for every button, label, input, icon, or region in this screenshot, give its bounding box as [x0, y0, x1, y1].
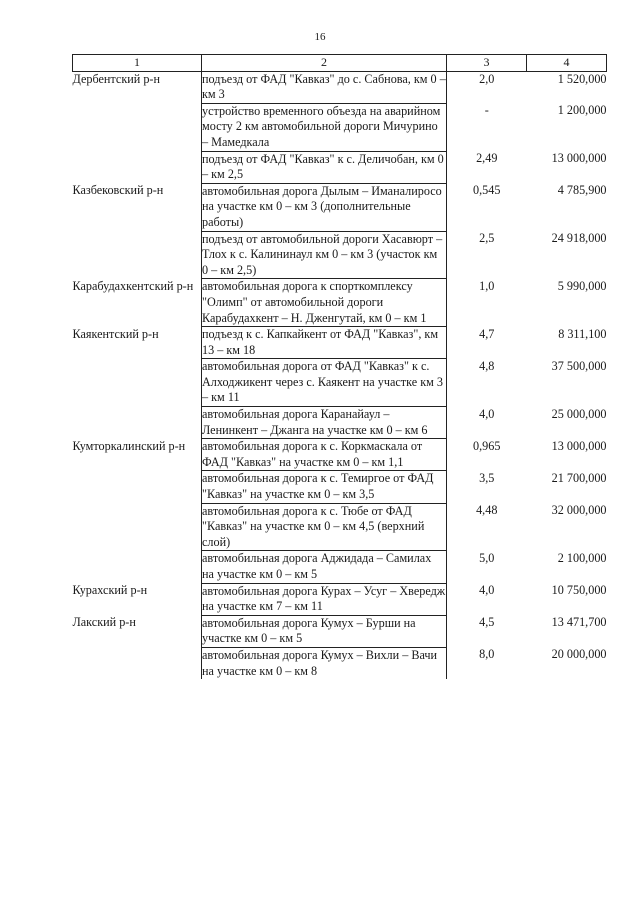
- district-cell: Лакский р-н: [72, 615, 136, 630]
- length-cell: 2,49: [476, 151, 498, 166]
- length-cell: -: [484, 103, 489, 118]
- district-cell: [73, 503, 202, 551]
- table-row: [73, 151, 607, 183]
- cost-cell: 13 471,700: [551, 615, 607, 630]
- cost-cell: 21 700,000: [551, 470, 607, 485]
- cost-cell: 20 000,000: [551, 647, 607, 662]
- district-cell: Дербентский р-н: [72, 71, 161, 86]
- table-row: [73, 647, 607, 679]
- cost-cell: 13 000,000: [551, 151, 607, 166]
- cost-cell: 25 000,000: [551, 406, 607, 421]
- cost-cell: 5 990,000: [557, 278, 607, 293]
- cost-cell: 10 750,000: [551, 583, 607, 598]
- cost-cell: 8 311,100: [558, 326, 607, 341]
- length-cell: 4,5: [479, 615, 495, 630]
- table-row: [73, 103, 607, 151]
- column-header-3: 3: [447, 55, 527, 72]
- district-cell: [73, 151, 202, 183]
- column-header-4: 4: [527, 55, 607, 72]
- cost-cell: 37 500,000: [551, 358, 607, 373]
- road-cell: подъезд от ФАД "Кавказ" до с. Сабнова, км 0 – км 3: [202, 71, 447, 103]
- table-row: [73, 71, 607, 103]
- cost-cell: 1 520,000: [557, 71, 607, 86]
- table-row: [73, 183, 607, 231]
- length-cell: 4,7: [479, 326, 495, 341]
- district-cell: [73, 647, 202, 679]
- road-cell: подъезд к с. Капкайкент от ФАД "Кавказ", км 13 – км 18: [202, 327, 447, 359]
- table-row: [73, 231, 607, 279]
- length-cell: 3,5: [479, 470, 495, 485]
- district-cell: Карабудахкентский р-н: [72, 278, 194, 293]
- road-cell: автомобильная дорога к спорткомплексу "Олимп" от автомобильной дороги Карабудахкент – Н. Дженгутай, км 0 – км 1: [202, 279, 447, 327]
- table-row: [73, 503, 607, 551]
- table-row: [73, 615, 607, 647]
- district-cell: [73, 103, 202, 151]
- district-cell: [73, 359, 202, 407]
- table-row: [73, 327, 607, 359]
- road-cell: автомобильная дорога к с. Коркмаскала от ФАД "Кавказ" на участке км 0 – км 1,1: [202, 439, 447, 471]
- length-cell: 0,545: [473, 183, 501, 198]
- district-cell: [73, 231, 202, 279]
- length-cell: 4,0: [479, 583, 495, 598]
- road-cell: подъезд от ФАД "Кавказ" к с. Деличобан, км 0 – км 2,5: [202, 151, 447, 183]
- road-cell: автомобильная дорога Каранайаул – Ленинкент – Джанга на участке км 0 – км 6: [202, 407, 447, 439]
- road-cell: автомобильная дорога Кумух – Бурши на участке км 0 – км 5: [202, 615, 447, 647]
- cost-cell: 2 100,000: [557, 550, 607, 565]
- table-row: [73, 551, 607, 583]
- district-cell: Каякентский р-н: [72, 326, 159, 341]
- length-cell: 4,48: [476, 503, 498, 518]
- road-works-table: [72, 54, 607, 679]
- table-header: [73, 55, 607, 72]
- table-row: [73, 279, 607, 327]
- header-row: [73, 55, 607, 72]
- district-cell: [73, 407, 202, 439]
- road-cell: автомобильная дорога Аджидада – Самилах на участке км 0 – км 5: [202, 551, 447, 583]
- length-cell: 2,5: [479, 231, 495, 246]
- column-header-1: 1: [73, 55, 202, 72]
- cost-cell: 24 918,000: [551, 231, 607, 246]
- road-cell: автомобильная дорога Дылым – Иманалиросо на участке км 0 – км 3 (дополнительные работы): [202, 183, 447, 231]
- district-cell: [73, 471, 202, 503]
- road-cell: подъезд от автомобильной дороги Хасавюрт – Тлох к с. Калининаул км 0 – км 3 (участок км 0 – км 2,5): [202, 231, 447, 279]
- district-cell: Курахский р-н: [72, 583, 148, 598]
- column-header-2: 2: [202, 55, 447, 72]
- length-cell: 4,0: [479, 406, 495, 421]
- road-cell: автомобильная дорога к с. Тюбе от ФАД "Кавказ" на участке км 0 – км 4,5 (верхний слой): [202, 503, 447, 551]
- road-cell: автомобильная дорога к с. Темиргое от ФАД "Кавказ" на участке км 0 – км 3,5: [202, 471, 447, 503]
- road-cell: устройство временного объезда на аварийном мосту 2 км автомобильной дороги Мичурино – Мамедкала: [202, 103, 447, 151]
- length-cell: 1,0: [479, 278, 495, 293]
- district-cell: Казбековский р-н: [72, 183, 164, 198]
- road-cell: автомобильная дорога Курах – Усуг – Хвередж на участке км 7 – км 11: [202, 583, 447, 615]
- district-cell: Кумторкалинский р-н: [72, 438, 186, 453]
- district-cell: [73, 551, 202, 583]
- cost-cell: 4 785,900: [557, 183, 607, 198]
- cost-cell: 1 200,000: [557, 103, 607, 118]
- cost-cell: 32 000,000: [551, 503, 607, 518]
- length-cell: 5,0: [479, 550, 495, 565]
- road-cell: автомобильная дорога от ФАД "Кавказ" к с. Алходжикент через с. Каякент на участке км 3 – км 11: [202, 359, 447, 407]
- length-cell: 4,8: [479, 358, 495, 373]
- page-number: 16: [314, 31, 326, 43]
- table-body: [73, 71, 607, 679]
- length-cell: 0,965: [473, 438, 501, 453]
- table-row: [73, 583, 607, 615]
- road-cell: автомобильная дорога Кумух – Вихли – Вачи на участке км 0 – км 8: [202, 647, 447, 679]
- table-row: [73, 359, 607, 407]
- table-row: [73, 407, 607, 439]
- table-row: [73, 439, 607, 471]
- length-cell: 2,0: [479, 71, 495, 86]
- cost-cell: 13 000,000: [551, 438, 607, 453]
- length-cell: 8,0: [479, 647, 495, 662]
- table-row: [73, 471, 607, 503]
